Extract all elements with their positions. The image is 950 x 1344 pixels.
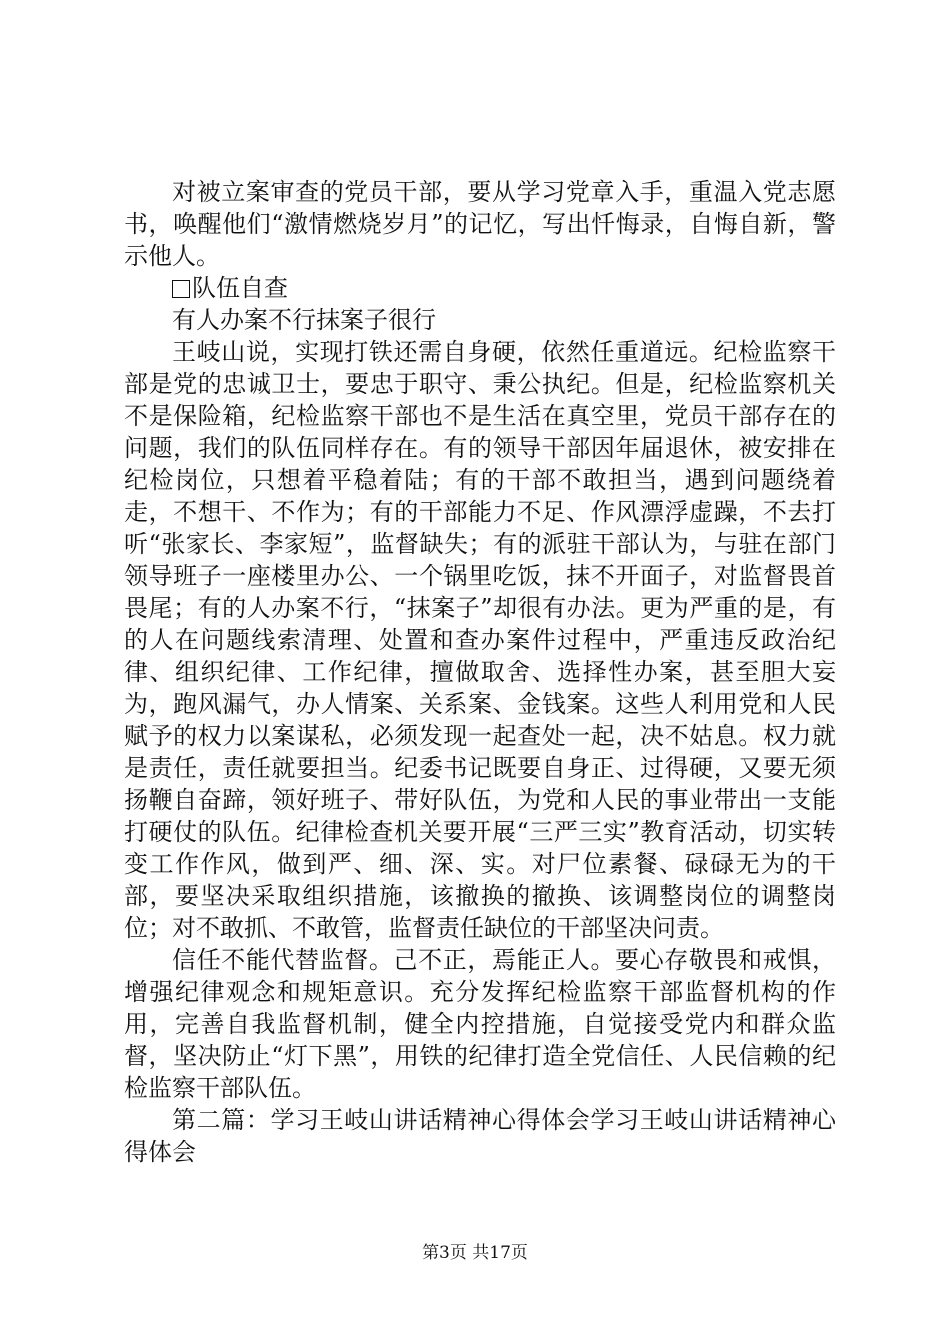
section-heading-label: 队伍自查 xyxy=(192,274,288,302)
document-body xyxy=(124,176,836,1168)
page-number-footer: 第3页 共17页 xyxy=(422,1243,528,1263)
checkbox-square-icon xyxy=(172,280,190,298)
paragraph-second-article-title: 第二篇：学习王岐山讲话精神心得体会学习王岐山讲话精神心得体会 xyxy=(124,1106,836,1166)
paragraph-trust-supervision: 信任不能代替监督。己不正，焉能正人。要心存敬畏和戒惧，增强纪律观念和规矩意识。充分发挥纪检监察干部监督机构的作用，完善自我监督机制，健全内控措施，自觉接受党内和群众监督，坚决防止“灯下黑”，用铁的纪律打造全党信任、人民信赖的纪检监察干部队伍。 xyxy=(124,946,836,1102)
paragraph-wang-qishan-speech: 王岐山说，实现打铁还需自身硬，依然任重道远。纪检监察干部是党的忠诚卫士，要忠于职守、秉公执纪。但是，纪检监察机关不是保险箱，纪检监察干部也不是生活在真空里，党员干部存在的问题，我们的队伍同样存在。有的领导干部因年届退休，被安排在纪检岗位，只想着平稳着陆；有的干部不敢担当，遇到问题绕着走，不想干、不作为；有的干部能力不足、作风漂浮虚躁，不去打听“张家长、李家短”，监督缺失；有的派驻干部认为，与驻在部门领导班子一座楼里办公、一个锅里吃饭，抹不开面子，对监督畏首畏尾；有的人办案不行，“抹案子”却很有办法。更为严重的是，有的人在问题线索清理、处置和查办案件过程中，严重违反政治纪律、组织纪律、工作纪律，擅做取舍、选择性办案，甚至胆大妄为，跑风漏气，办人情案、关系案、金钱案。这些人利用党和人民赋予的权力以案谋私，必须发现一起查处一起，决不姑息。权力就是责任，责任就要担当。纪委书记既要自身正、过得硬，又要无须扬鞭自奋蹄，领好班子、带好队伍，为党和人民的事业带出一支能打硬仗的队伍。纪律检查机关要开展“三严三实”教育活动，切实转变工作作风，做到严、细、深、实。对尸位素餐、碌碌无为的干部，要坚决采取组织措施，该撤换的撤换、该调整岗位的调整岗位；对不敢抓、不敢管，监督责任缺位的干部坚决问责。 xyxy=(124,338,836,942)
section-heading-team-self-check xyxy=(124,272,836,304)
paragraph-review-members: 对被立案审查的党员干部，要从学习党章入手，重温入党志愿书，唤醒他们“激情燃烧岁月”的记忆，写出忏悔录，自悔自新，警示他人。 xyxy=(124,178,836,270)
subheading-case-handling: 有人办案不行抹案子很行 xyxy=(172,306,436,334)
